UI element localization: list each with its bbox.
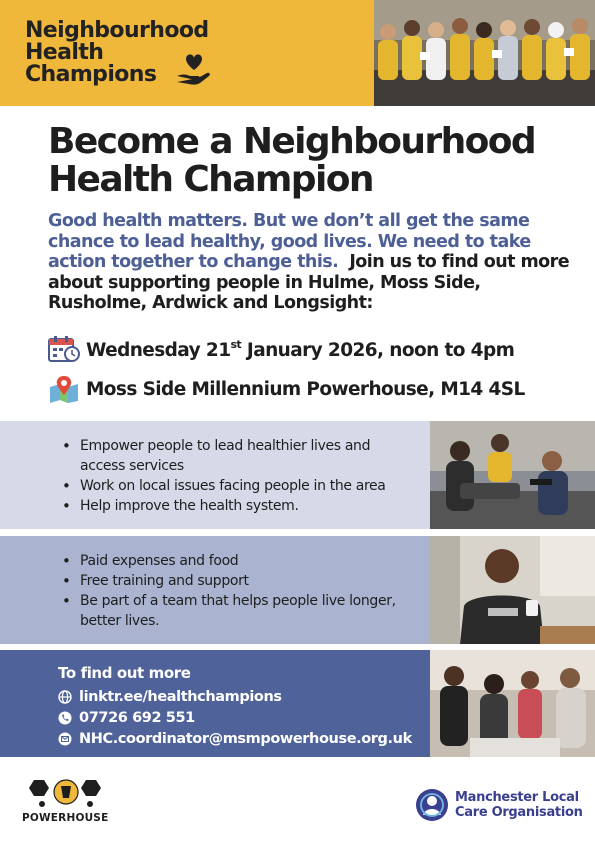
smiling-man-illustration [430, 536, 595, 644]
event-date-rest: January 2026, noon to 4pm [241, 339, 515, 361]
roles-list [62, 436, 386, 516]
contact-link-row [58, 686, 412, 707]
intro-paragraph [48, 211, 568, 314]
contact-heading: To find out more [58, 664, 191, 682]
event-date [86, 338, 514, 361]
intro-line-4: about supporting people in Hulme, Moss Side, [48, 272, 481, 293]
phone-icon [58, 711, 72, 725]
header-group-photo [374, 0, 595, 106]
event-venue-row [48, 374, 525, 404]
list-item-continued [62, 456, 386, 476]
mlco-logo-icon [415, 788, 449, 822]
event-date-suffix: st [230, 337, 242, 351]
photo-community-group [430, 650, 595, 757]
page-title [48, 123, 535, 199]
intro-line-1: Good health matters. But we don’t all get the same [48, 211, 530, 231]
health-check-illustration [430, 421, 595, 529]
roles-panel [0, 421, 430, 529]
list-item [62, 476, 386, 496]
mlco-line-1: Manchester Local [455, 790, 579, 805]
role-item-1: Empower people to lead healthier lives and [80, 438, 371, 454]
intro-line-3-blue: action together to change this. [48, 252, 339, 272]
list-item [62, 591, 396, 611]
header-brand-panel [0, 0, 374, 106]
contact-details [58, 664, 412, 749]
contact-email[interactable]: NHC.coordinator@msmpowerhouse.org.uk [79, 730, 412, 747]
benefit-item-1: Paid expenses and food [80, 553, 239, 569]
list-item [62, 571, 396, 591]
community-group-illustration [430, 650, 595, 757]
photo-smiling-man [430, 536, 595, 644]
brand-line-1: Neighbourhood [25, 18, 209, 43]
event-date-row [48, 334, 514, 364]
mlco-logo-text [455, 790, 583, 820]
brand-line-3: Champions [25, 62, 157, 87]
contact-link[interactable]: linktr.ee/healthchampions [79, 688, 282, 705]
group-photo-illustration [374, 0, 595, 106]
brand-line-2: Health [25, 40, 104, 65]
intro-line-3 [48, 252, 568, 273]
role-item-1-cont: access services [80, 458, 184, 474]
role-item-2: Work on local issues facing people in the area [80, 478, 386, 494]
map-pin-icon [48, 375, 80, 403]
contact-phone[interactable]: 07726 692 551 [79, 709, 195, 726]
contact-phone-row [58, 707, 412, 728]
powerhouse-logo-text: POWERHOUSE [22, 812, 109, 824]
intro-line-3-dark: Join us to find out more [349, 252, 570, 272]
globe-icon [58, 690, 72, 704]
intro-line-2: chance to lead healthy, good lives. We need to take [48, 231, 531, 252]
list-item [62, 436, 386, 456]
benefit-item-3: Be part of a team that helps people live longer, [80, 593, 396, 609]
benefit-item-2: Free training and support [80, 573, 249, 589]
benefits-panel [0, 536, 430, 644]
heart-hand-icon [174, 52, 214, 88]
title-line-2: Health Champion [48, 159, 373, 200]
event-venue: Moss Side Millennium Powerhouse, M14 4SL [86, 378, 525, 400]
mlco-logo-group [415, 788, 583, 822]
title-line-1: Become a Neighbourhood [48, 121, 536, 162]
intro-line-5: Rusholme, Ardwick and Longsight: [48, 293, 373, 313]
calendar-clock-icon [48, 335, 80, 363]
list-item [62, 551, 396, 571]
email-icon [58, 732, 72, 746]
benefit-item-3-cont: better lives. [80, 613, 160, 629]
contact-email-row [58, 728, 412, 749]
list-item [62, 496, 386, 516]
event-date-day: Wednesday 21 [86, 339, 231, 361]
photo-health-check [430, 421, 595, 529]
benefits-list [62, 551, 396, 631]
mlco-line-2: Care Organisation [455, 805, 583, 820]
header [0, 0, 595, 106]
role-item-3: Help improve the health system. [80, 498, 299, 514]
list-item-continued [62, 611, 396, 631]
